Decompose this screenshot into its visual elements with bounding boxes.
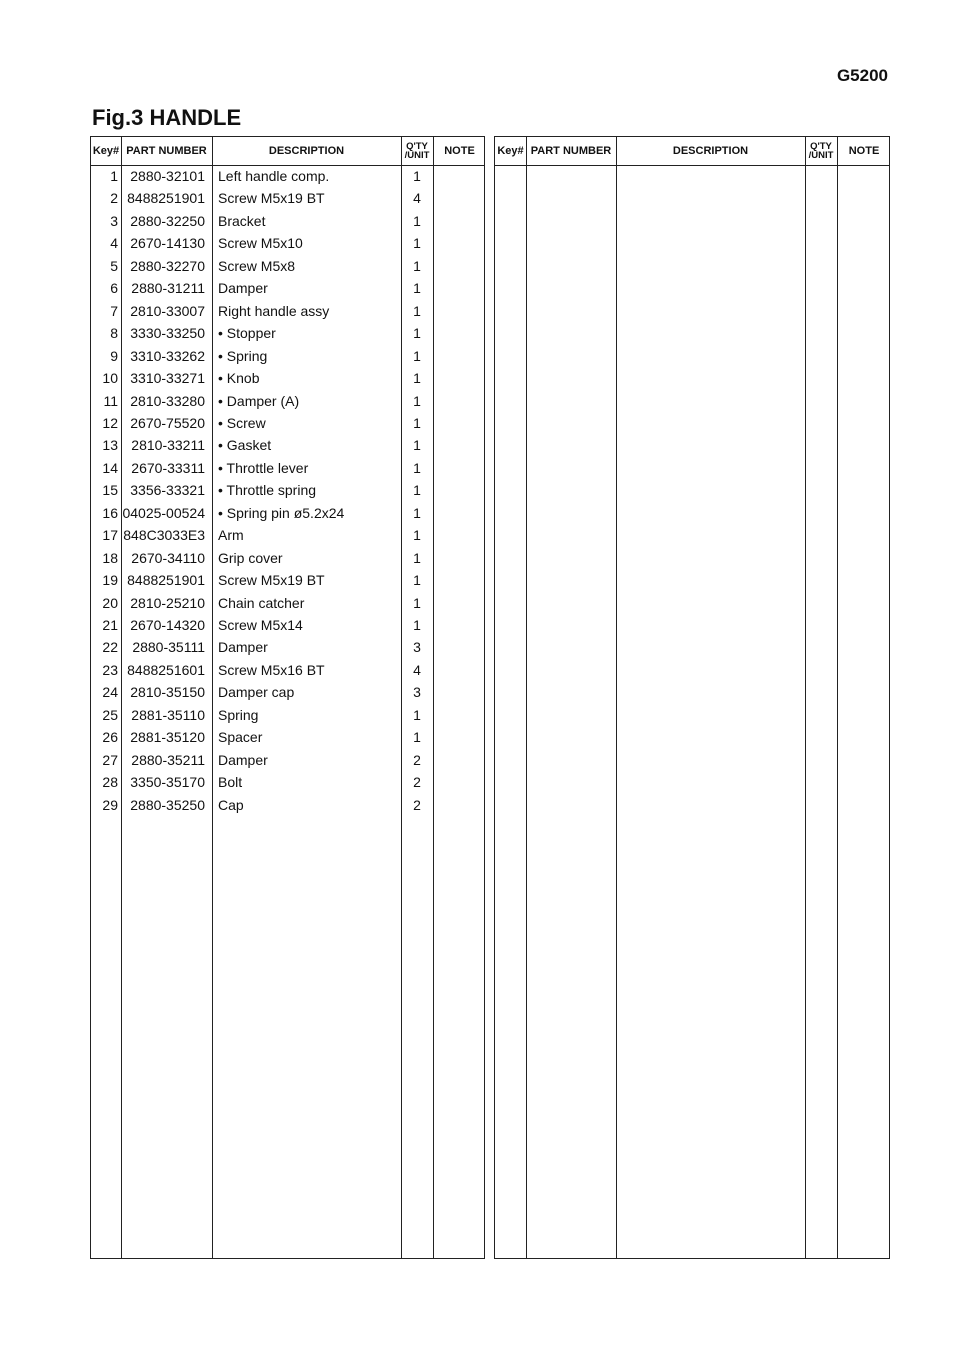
key-cell: 11 (103, 392, 118, 409)
qty-cell: 3 (413, 684, 421, 701)
part-number-cell: 2670-75520 (130, 414, 205, 431)
table-row (91, 300, 484, 322)
description-cell: Screw M5x19 BT (218, 572, 325, 589)
part-number-cell: 2810-35150 (130, 684, 205, 701)
qty-cell: 1 (413, 549, 421, 566)
table-row (91, 210, 484, 232)
key-cell: 1 (110, 168, 118, 184)
part-number-cell: 2880-35250 (130, 796, 205, 813)
part-number-cell: 3310-33262 (130, 347, 205, 364)
key-cell: 12 (102, 414, 118, 431)
qty-cell: 1 (413, 302, 421, 319)
part-number-cell: 8488251901 (127, 190, 205, 207)
key-cell: 3 (110, 212, 118, 229)
table-row (91, 412, 484, 434)
header-qty-line1: Q'TY (406, 141, 428, 152)
table-row (91, 434, 484, 456)
table-row (91, 794, 484, 816)
description-cell: Spacer (218, 729, 263, 746)
qty-cell: 1 (413, 527, 421, 544)
part-number-cell: 2880-35211 (131, 751, 205, 768)
description-cell: Screw M5x10 (218, 235, 303, 252)
description-cell: Screw M5x14 (218, 617, 303, 633)
description-cell: • Throttle lever (218, 459, 309, 476)
qty-cell: 1 (413, 347, 421, 364)
key-cell: 29 (102, 796, 118, 813)
description-cell: Screw M5x19 BT (218, 190, 325, 207)
qty-cell: 1 (413, 212, 421, 229)
parts-table-right (494, 136, 890, 1259)
qty-cell: 1 (413, 459, 421, 476)
header-key-right: Key# (497, 144, 524, 157)
header-description: DESCRIPTION (268, 144, 345, 157)
qty-cell: 1 (413, 235, 421, 252)
qty-cell: 1 (413, 706, 421, 723)
table-row (91, 749, 484, 771)
description-cell: • Throttle spring (218, 482, 317, 499)
part-number-cell: 2810-33211 (131, 437, 205, 454)
description-cell: • Gasket (218, 437, 272, 454)
description-cell: Left handle comp. (218, 168, 330, 184)
table-row (91, 524, 484, 546)
key-cell: 21 (102, 617, 118, 633)
part-number-cell: 3356-33321 (130, 482, 205, 499)
qty-cell: 1 (413, 729, 421, 746)
table-row (91, 726, 484, 748)
description-cell: • Spring (218, 347, 268, 364)
part-number-cell: 2810-33007 (130, 302, 205, 319)
header-part-number-right: PART NUMBER (530, 144, 612, 157)
key-cell: 18 (102, 549, 118, 566)
key-cell: 7 (110, 302, 118, 319)
table-row (91, 479, 484, 501)
table-row (91, 704, 484, 726)
part-number-cell: 2881-35120 (130, 729, 205, 746)
key-cell: 22 (102, 639, 118, 656)
part-number-cell: 2670-33311 (131, 459, 205, 476)
qty-cell: 3 (413, 639, 421, 656)
description-cell: Grip cover (218, 549, 283, 566)
part-number-cell: 2880-32101 (130, 168, 205, 184)
qty-cell: 1 (413, 325, 421, 342)
description-cell: Right handle assy (218, 302, 330, 319)
qty-cell: 1 (413, 572, 421, 589)
key-cell: 9 (110, 347, 118, 364)
table-row (91, 457, 484, 479)
description-cell: Damper (218, 751, 268, 768)
qty-cell: 1 (413, 168, 421, 184)
key-cell: 26 (102, 729, 118, 746)
qty-cell: 2 (413, 774, 421, 791)
part-number-cell: 2880-31211 (131, 280, 205, 297)
part-number-cell: 2880-32270 (130, 257, 205, 274)
qty-cell: 4 (413, 661, 421, 678)
description-cell: Spring (218, 706, 259, 723)
part-number-cell: 3330-33250 (130, 325, 205, 342)
header-qty-line1-right: Q'TY (810, 141, 832, 152)
part-number-cell: 2810-25210 (130, 594, 205, 611)
qty-cell: 2 (413, 796, 421, 813)
table-row (91, 659, 484, 681)
part-number-cell: 848C3033E3 (123, 527, 205, 544)
qty-cell: 1 (413, 280, 421, 297)
table-row (91, 277, 484, 299)
figure-title: Fig.3 HANDLE (92, 105, 242, 130)
table-row (91, 255, 484, 277)
key-cell: 17 (102, 527, 118, 544)
description-cell: Chain catcher (218, 594, 305, 611)
header-qty (401, 137, 433, 165)
key-cell: 2 (110, 190, 118, 207)
qty-cell: 1 (413, 504, 421, 521)
table-row (91, 681, 484, 703)
table-row (91, 592, 484, 614)
table-row (91, 187, 484, 209)
table-row (91, 614, 484, 636)
description-cell: Arm (218, 527, 244, 544)
description-cell: Damper (218, 280, 268, 297)
qty-cell: 1 (413, 370, 421, 387)
header-note: NOTE (444, 144, 475, 157)
key-cell: 14 (102, 459, 118, 476)
header-description-right: DESCRIPTION (672, 144, 749, 157)
key-cell: 5 (110, 257, 118, 274)
part-number-cell: 8488251601 (127, 661, 205, 678)
model-number: G5200 (836, 66, 888, 85)
table-row (91, 345, 484, 367)
part-number-cell: 04025-00524 (122, 504, 205, 521)
description-cell: Screw M5x16 BT (218, 661, 325, 678)
part-number-cell: 8488251901 (127, 572, 205, 589)
part-number-cell: 2670-34110 (131, 549, 205, 566)
table-row (91, 322, 484, 344)
qty-cell: 1 (413, 482, 421, 499)
description-cell: • Stopper (218, 325, 276, 342)
part-number-cell: 2810-33280 (130, 392, 205, 409)
key-cell: 4 (110, 235, 118, 252)
key-cell: 13 (102, 437, 118, 454)
table-row (91, 367, 484, 389)
qty-cell: 1 (413, 437, 421, 454)
qty-cell: 1 (413, 392, 421, 409)
description-cell: Damper cap (218, 684, 295, 701)
part-number-cell: 3350-35170 (130, 774, 205, 791)
header-qty-right (805, 137, 837, 165)
qty-cell: 1 (413, 257, 421, 274)
description-cell: Bolt (218, 774, 243, 791)
part-number-cell: 2880-32250 (130, 212, 205, 229)
description-cell: • Knob (218, 370, 260, 387)
table-row (91, 502, 484, 524)
qty-cell: 2 (413, 751, 421, 768)
key-cell: 6 (110, 280, 118, 297)
description-cell: • Screw (218, 414, 266, 431)
description-cell: • Spring pin ø5.2x24 (218, 504, 345, 521)
header-qty-line2: /UNIT (404, 150, 430, 161)
table-row (91, 390, 484, 412)
key-cell: 28 (102, 774, 118, 791)
table-row (91, 569, 484, 591)
description-cell: Cap (218, 796, 244, 813)
description-cell: • Damper (A) (218, 392, 300, 409)
header-qty-line2-right: /UNIT (808, 150, 834, 161)
part-number-cell: 2670-14130 (130, 235, 205, 252)
qty-cell: 1 (413, 414, 421, 431)
part-number-cell: 2880-35111 (132, 639, 205, 656)
header-note-right: NOTE (848, 144, 880, 157)
key-cell: 16 (102, 504, 118, 521)
key-cell: 23 (102, 661, 118, 678)
part-number-cell: 2881-35110 (131, 706, 205, 723)
key-cell: 27 (102, 751, 118, 768)
table-row (91, 547, 484, 569)
qty-cell: 1 (413, 617, 421, 633)
key-cell: 19 (102, 572, 118, 589)
table-row (91, 771, 484, 793)
key-cell: 20 (102, 594, 118, 611)
header-key: Key# (92, 144, 120, 157)
description-cell: Screw M5x8 (218, 257, 296, 274)
parts-table-left (90, 136, 485, 1259)
table-row (91, 636, 484, 658)
key-cell: 15 (102, 482, 118, 499)
header-part-number: PART NUMBER (126, 144, 207, 157)
key-cell: 25 (102, 706, 118, 723)
key-cell: 8 (110, 325, 118, 342)
description-cell: Damper (218, 639, 268, 656)
table-row (91, 165, 484, 187)
key-cell: 10 (102, 370, 118, 387)
qty-cell: 1 (413, 594, 421, 611)
part-number-cell: 2670-14320 (130, 617, 205, 633)
part-number-cell: 3310-33271 (130, 370, 205, 387)
description-cell: Bracket (218, 212, 266, 229)
table-row (91, 232, 484, 254)
qty-cell: 4 (413, 190, 421, 207)
key-cell: 24 (102, 684, 118, 701)
